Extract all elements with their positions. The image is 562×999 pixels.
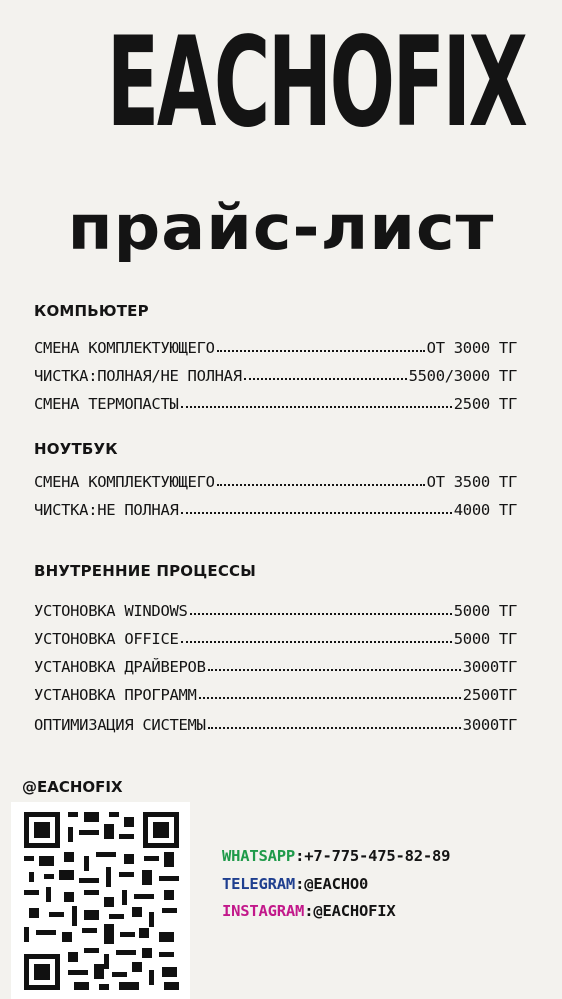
contact-telegram[interactable] <box>222 875 368 893</box>
telegram-label: TELEGRAM <box>222 875 296 893</box>
price-row <box>34 686 517 708</box>
service-name: ЧИСТКА:НЕ ПОЛНАЯ <box>34 501 179 519</box>
service-price: ОТ 3500 ТГ <box>426 473 517 491</box>
service-name: ЧИСТКА:ПОЛНАЯ/НЕ ПОЛНАЯ <box>34 367 242 385</box>
instagram-label: INSTAGRAM <box>222 902 305 920</box>
qr-code-icon <box>24 812 179 990</box>
price-row <box>34 473 517 495</box>
service-price: 2500ТГ <box>462 686 517 704</box>
service-name: СМЕНА КОМПЛЕКТУЮЩЕГО <box>34 473 215 491</box>
dot-leader <box>208 727 461 729</box>
price-row <box>34 658 517 680</box>
service-name: УСТАНОВКА ДРАЙВЕРОВ <box>34 658 206 676</box>
dot-leader <box>217 484 425 486</box>
service-price: 2500 ТГ <box>453 395 517 413</box>
service-price: 5500/3000 ТГ <box>408 367 517 385</box>
service-name: СМЕНА ТЕРМОПАСТЫ <box>34 395 179 413</box>
service-name: УСТАНОВКА ПРОГРАММ <box>34 686 197 704</box>
contact-whatsapp[interactable] <box>222 847 450 865</box>
dot-leader <box>244 378 407 380</box>
service-price: 5000 ТГ <box>453 602 517 620</box>
dot-leader <box>208 669 461 671</box>
whatsapp-label: WHATSAPP <box>222 847 296 865</box>
telegram-handle: :@EACHO0 <box>295 875 369 893</box>
social-handle: @EACHOFIX <box>22 778 123 796</box>
price-row <box>34 395 517 417</box>
service-name: УСТОНОВКА OFFICE <box>34 630 179 648</box>
dot-leader <box>181 512 452 514</box>
price-row <box>34 339 517 361</box>
contact-instagram[interactable] <box>222 902 396 920</box>
dot-leader <box>181 406 452 408</box>
dot-leader <box>217 350 425 352</box>
instagram-handle: :@EACHOFIX <box>304 902 396 920</box>
section-title-computer: КОМПЬЮТЕР <box>34 302 149 320</box>
qr-code[interactable] <box>11 802 190 999</box>
service-price: 3000ТГ <box>462 658 517 676</box>
price-row <box>34 501 517 523</box>
dot-leader <box>199 697 461 699</box>
price-row <box>34 716 517 738</box>
service-name: ОПТИМИЗАЦИЯ СИСТЕМЫ <box>34 716 206 734</box>
service-name: СМЕНА КОМПЛЕКТУЮЩЕГО <box>34 339 215 357</box>
service-price: 3000ТГ <box>462 716 517 734</box>
brand-logo: EACHOFIX <box>106 11 526 155</box>
service-price: 4000 ТГ <box>453 501 517 519</box>
dot-leader <box>181 641 452 643</box>
whatsapp-number: :+7-775-475-82-89 <box>295 847 451 865</box>
price-row <box>34 602 517 624</box>
page-title: прайс-лист <box>67 191 495 264</box>
service-name: УСТОНОВКА WINDOWS <box>34 602 188 620</box>
service-price: 5000 ТГ <box>453 630 517 648</box>
service-price: ОТ 3000 ТГ <box>426 339 517 357</box>
price-row <box>34 367 517 389</box>
section-title-laptop: НОУТБУК <box>34 440 118 458</box>
section-title-internal-processes: ВНУТРЕННИЕ ПРОЦЕССЫ <box>34 562 256 580</box>
price-row <box>34 630 517 652</box>
dot-leader <box>190 613 452 615</box>
